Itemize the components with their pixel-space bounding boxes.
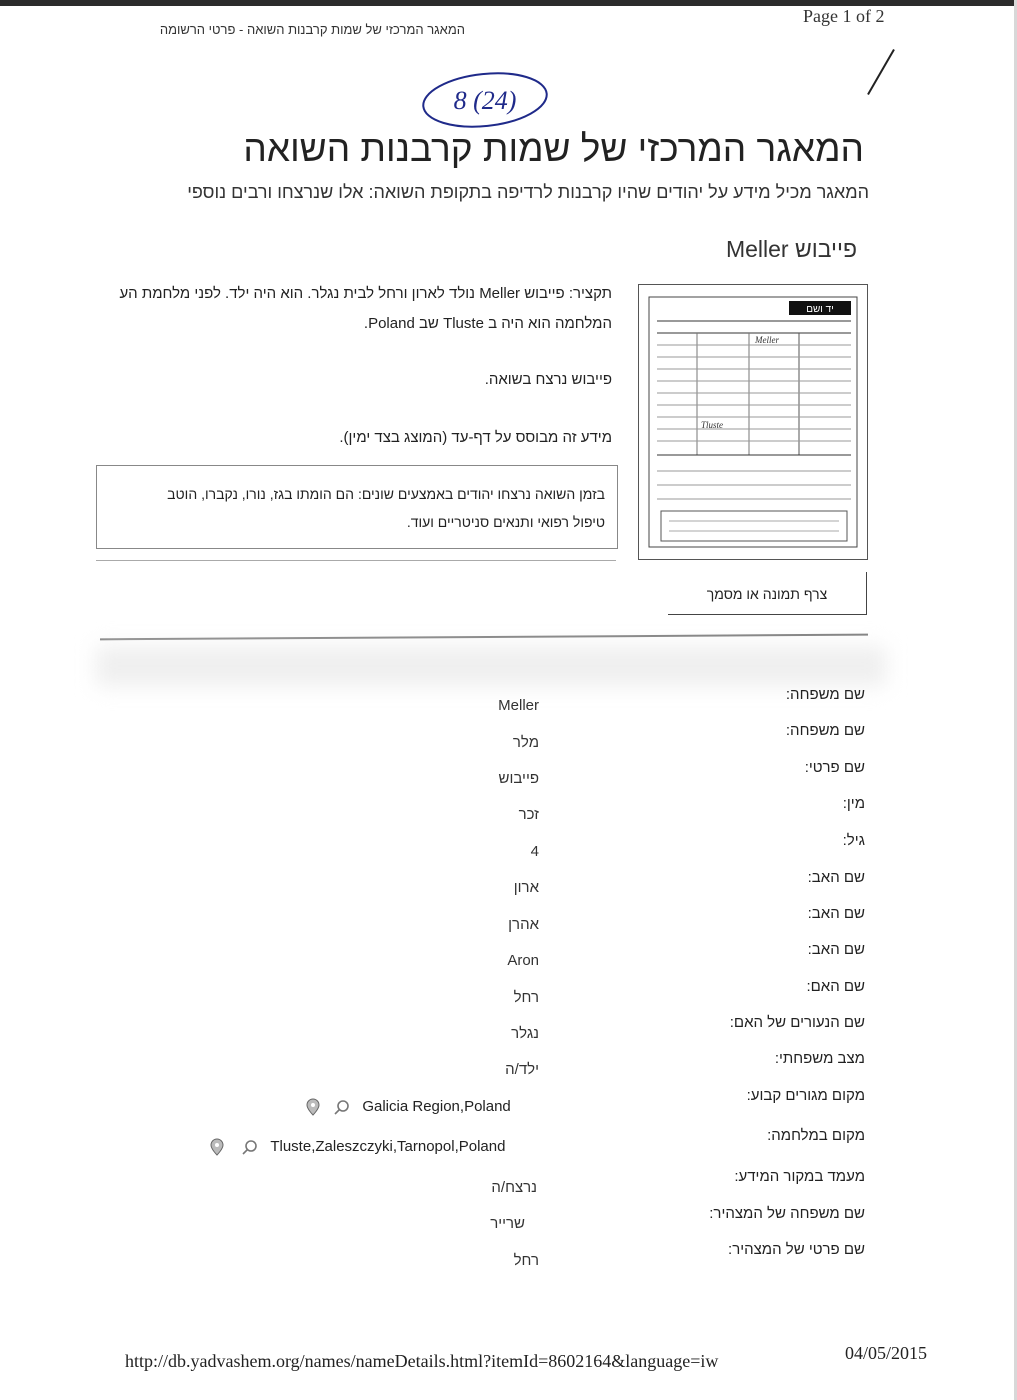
- holocaust-info-note: [96, 465, 618, 549]
- field-label: שם האם:: [806, 978, 865, 995]
- field-value: שרייר: [490, 1215, 525, 1232]
- field-value: פייבוש: [498, 770, 539, 787]
- summary-line: תקציר: פייבוש Meller נולד לארון ורחל לבית נגלר. הוא היה ילד. לפני מלחמת הע: [119, 285, 612, 302]
- search-icon[interactable]: [334, 1099, 350, 1115]
- running-header: המאגר המרכזי של שמות קרבנות השואה - פרטי הרשומה: [159, 22, 465, 37]
- summary-line: מידע זה מבוסס על דף-עד (המוצג בצד ימין).: [339, 429, 612, 446]
- summary-line: המלחמה הוא היה ב Tluste שב Poland.: [363, 315, 612, 332]
- field-value: ארון: [513, 879, 539, 896]
- field-label: שם משפחה:: [785, 722, 865, 739]
- field-label: שם הנעורים של האם:: [729, 1014, 865, 1031]
- field-label: שם האב:: [807, 869, 865, 886]
- field-label: שם פרטי:: [804, 759, 865, 776]
- attach-photo-button[interactable]: צרף תמונה או מסמך: [668, 572, 867, 615]
- page-title: המאגר המרכזי של שמות קרבנות השואה: [243, 128, 864, 169]
- field-label: שם האב:: [807, 941, 865, 958]
- field-label: גיל:: [842, 832, 865, 849]
- field-value: רחל: [513, 989, 539, 1006]
- handwritten-note: [415, 65, 555, 135]
- field-label: מקום במלחמה:: [767, 1127, 865, 1144]
- person-name: פייבוש Meller: [725, 236, 857, 262]
- field-value: רחל: [513, 1252, 539, 1269]
- field-value: ילד/ה: [505, 1061, 539, 1078]
- print-date: 04/05/2015: [845, 1343, 928, 1363]
- permanent-residence: [306, 1098, 511, 1116]
- thumb-place: Tluste: [701, 420, 724, 430]
- field-value: נרצח/ה: [491, 1179, 537, 1196]
- testimony-page-thumbnail[interactable]: [638, 284, 868, 560]
- field-value: זכר: [518, 806, 539, 823]
- note-line: בזמן השואה נרצחו יהודים באמצעים שונים: הם הומתו בגז, נורו, נקברו, הוטב: [167, 486, 605, 502]
- field-label: מעמד במקור המידע:: [734, 1168, 865, 1185]
- summary: [90, 282, 612, 462]
- field-label: שם משפחה:: [785, 686, 865, 703]
- field-label: מצב משפחתי:: [774, 1050, 865, 1067]
- pen-slash-mark: [867, 49, 895, 95]
- section-divider: [100, 634, 868, 641]
- field-label: שם פרטי של המצהיר:: [728, 1241, 865, 1258]
- field-value: Tluste,Zaleszczyki,Tarnopol,Poland: [270, 1138, 506, 1155]
- field-value: Aron: [507, 952, 539, 969]
- note-line: טיפול רפואי ותנאים סניטריים ועוד.: [406, 514, 605, 530]
- field-value: Galicia Region,Poland: [362, 1098, 511, 1115]
- field-label: שם האב:: [807, 905, 865, 922]
- field-label: מקום מגורים קבוע:: [746, 1087, 865, 1104]
- field-label: שם משפחה של המצהיר:: [709, 1205, 865, 1222]
- field-value: אהרן: [508, 916, 539, 933]
- map-pin-icon[interactable]: [210, 1138, 224, 1156]
- search-icon[interactable]: [242, 1139, 258, 1155]
- page-counter: Page 1 of 2: [803, 6, 885, 26]
- field-value: Meller: [498, 697, 539, 714]
- field-value: 4: [530, 843, 539, 860]
- summary-line: פייבוש נרצח בשואה.: [484, 371, 612, 388]
- field-label: מין:: [842, 795, 865, 812]
- thumb-family-name: Meller: [755, 335, 779, 345]
- page-subtitle: המאגר מכיל מידע על יהודים שהיו קרבנות לרדיפה בתקופת השואה: אלו שנרצחו ורבים נוספי: [187, 182, 869, 202]
- subtitle-clip: [85, 182, 869, 212]
- page-url: http://db.yadvashem.org/names/nameDetails.html?itemId=8602164&language=iw: [125, 1351, 719, 1371]
- scan-blur: [96, 646, 886, 686]
- wartime-place: [210, 1138, 505, 1156]
- divider: [96, 560, 616, 561]
- testimony-page-image: [639, 285, 867, 559]
- field-value: מלר: [512, 734, 539, 751]
- field-value: נגלר: [511, 1025, 539, 1042]
- handwritten-note-text: 8 (24): [453, 86, 517, 115]
- map-pin-icon[interactable]: [306, 1098, 320, 1116]
- thumb-logo: יד ושם: [806, 304, 834, 315]
